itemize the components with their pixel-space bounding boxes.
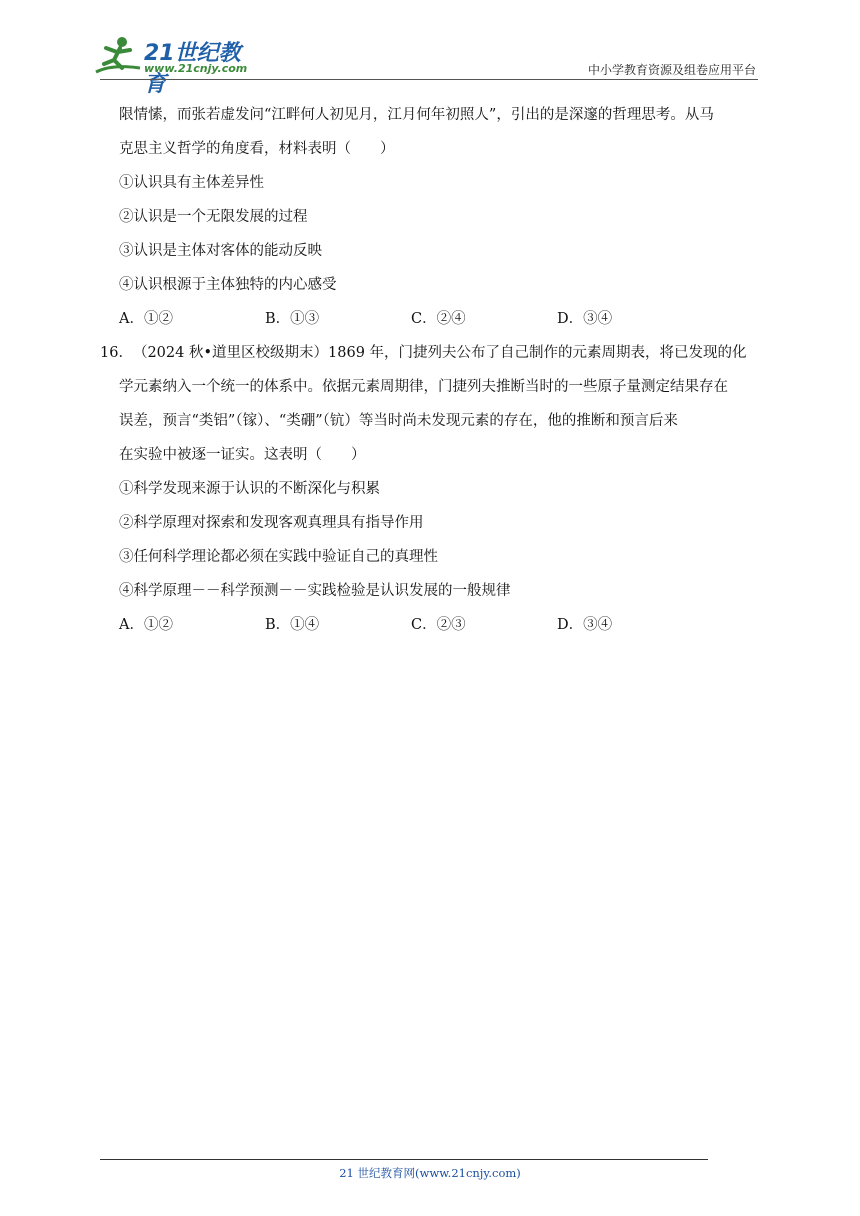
header-divider — [100, 79, 758, 80]
question-text-line: 限情愫，而张若虚发问“江畔何人初见月，江月何年初照人”，引出的是深邃的哲理思考。从马 — [119, 107, 714, 123]
site-logo — [92, 34, 262, 97]
footer-divider — [100, 1159, 708, 1160]
question-number: 16． — [100, 345, 133, 361]
statement-item: ④科学原理－－科学预测－－实践检验是认识发展的一般规律 — [119, 583, 511, 599]
option-a[interactable]: A．①② — [119, 311, 173, 327]
answer-options — [100, 302, 762, 336]
logo-text: 21世纪教育 — [144, 41, 241, 97]
option-c[interactable]: C．②④ — [411, 311, 466, 327]
platform-title: 中小学教育资源及组卷应用平台 — [587, 63, 756, 77]
answer-options — [100, 608, 762, 642]
statement-item: ③认识是主体对客体的能动反映 — [119, 243, 322, 259]
question-stem-start: （2024 秋•道里区校级期末）1869 年，门捷列夫公布了自己制作的元素周期表，将已发现的化 — [132, 345, 747, 361]
option-b[interactable]: B．①④ — [265, 617, 320, 633]
statement-item: ④认识根源于主体独特的内心感受 — [119, 277, 337, 293]
question-15-continuation — [100, 98, 762, 336]
statement-item: ③任何科学理论都必须在实践中验证自己的真理性 — [119, 549, 438, 565]
option-a[interactable]: A．①② — [119, 617, 173, 633]
page-header — [0, 0, 860, 97]
footer-link[interactable]: 21 世纪教育网(www.21cnjy.com) — [339, 1166, 521, 1180]
question-text-line: 在实验中被逐一证实。这表明（ ） — [119, 447, 366, 463]
option-c[interactable]: C．②③ — [411, 617, 466, 633]
option-d[interactable]: D．③④ — [557, 311, 613, 327]
statement-item: ②科学原理对探索和发现客观真理具有指导作用 — [119, 515, 424, 531]
statement-item: ②认识是一个无限发展的过程 — [119, 209, 308, 225]
question-text-line: 克思主义哲学的角度看，材料表明（ ） — [119, 141, 395, 157]
statement-item: ①认识具有主体差异性 — [119, 175, 264, 191]
option-b[interactable]: B．①③ — [265, 311, 320, 327]
option-d[interactable]: D．③④ — [557, 617, 613, 633]
logo-url: www.21cnjy.com — [144, 62, 248, 75]
statement-item: ①科学发现来源于认识的不断深化与积累 — [119, 481, 380, 497]
question-text-line — [100, 336, 762, 370]
question-16 — [100, 336, 762, 642]
question-content — [100, 98, 762, 642]
runner-logo-icon — [92, 34, 144, 78]
question-text-line: 学元素纳入一个统一的体系中。依据元素周期律，门捷列夫推断当时的一些原子量测定结果存在 — [119, 379, 728, 395]
question-text-line: 误差，预言“类铝”（镓）、“类硼”（钪）等当时尚未发现元素的存在，他的推断和预言后来 — [119, 413, 678, 429]
